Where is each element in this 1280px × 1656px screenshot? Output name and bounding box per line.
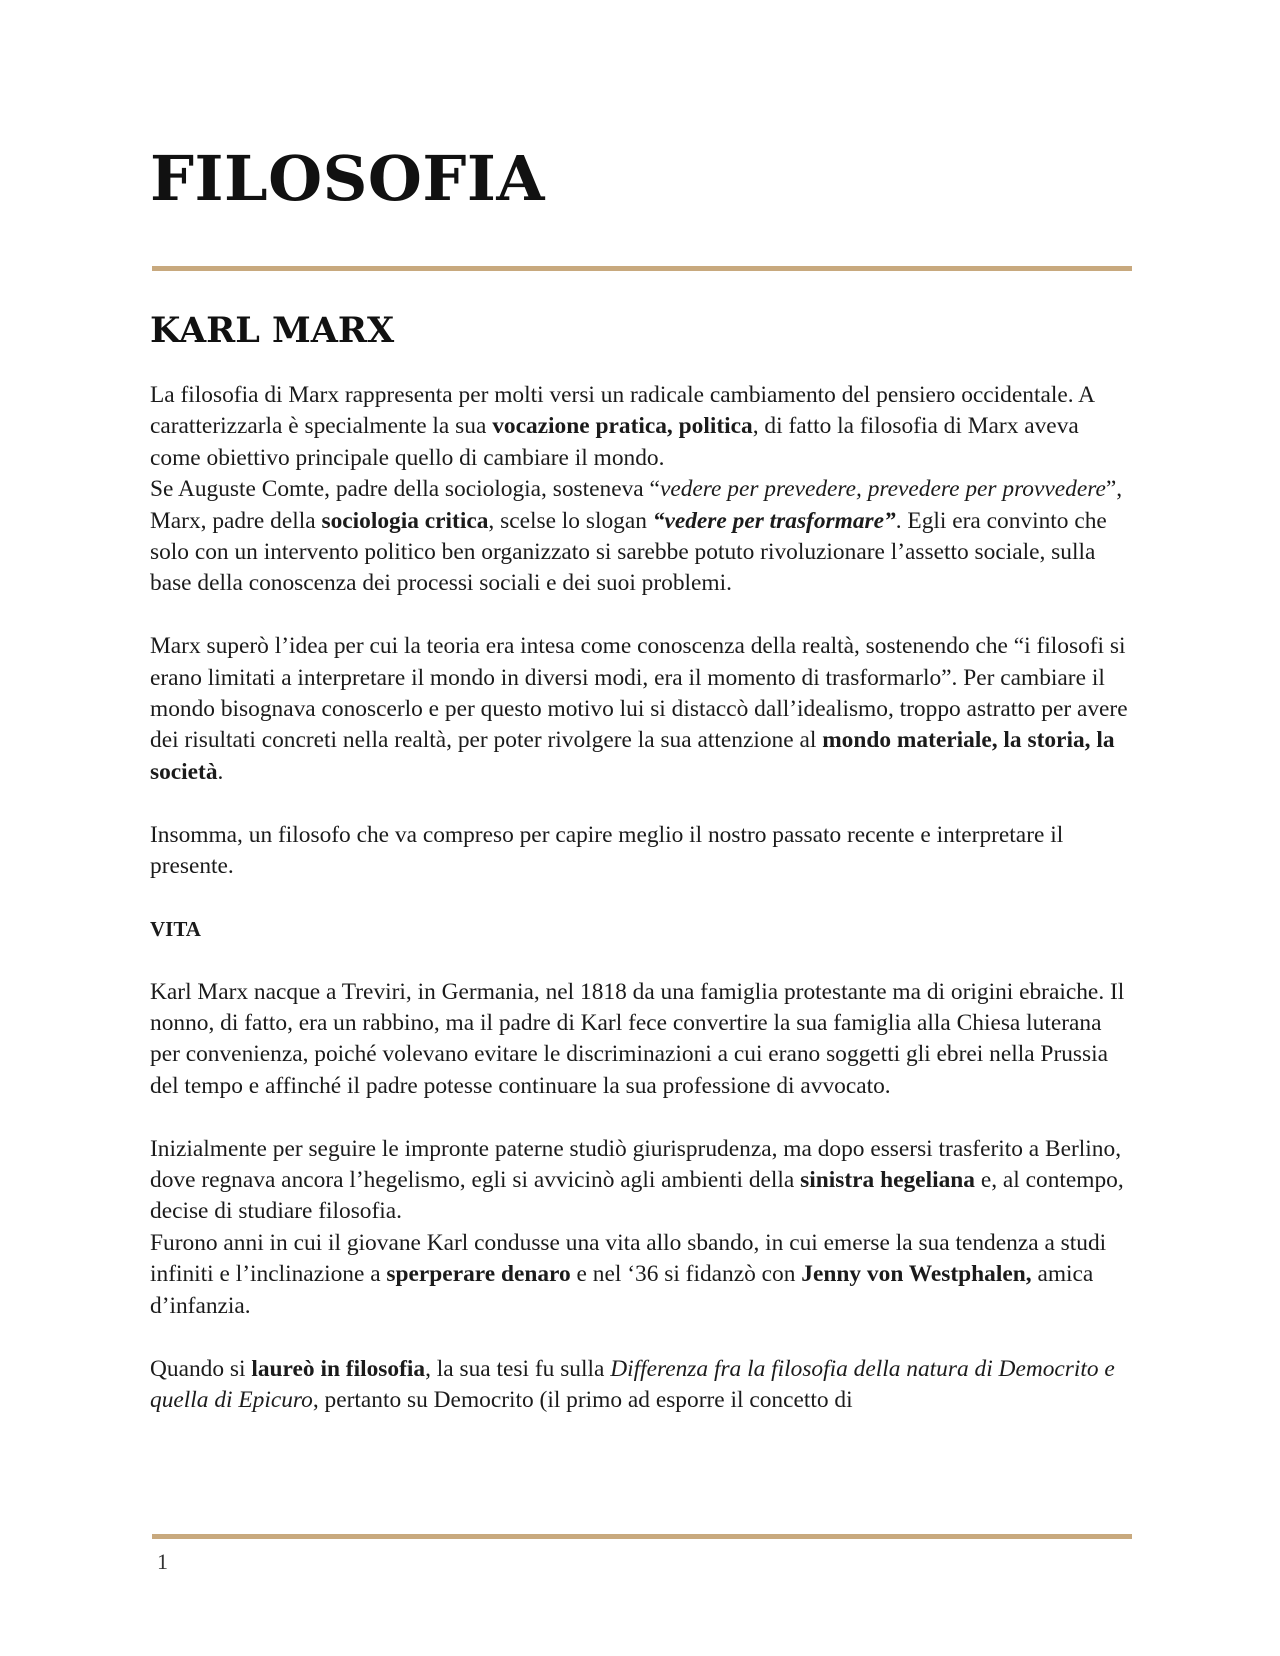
- bold-phrase: sinistra hegeliana: [800, 1167, 975, 1194]
- paragraph-thesis: [150, 1354, 1130, 1417]
- text-run: e nel ‘36 si fidanzò con: [570, 1261, 802, 1288]
- bold-italic-slogan: “vedere per trasformare”: [652, 507, 896, 534]
- paragraph-intro: [150, 380, 1130, 600]
- text-run: .: [217, 758, 224, 785]
- document-body: [150, 380, 1130, 1448]
- paragraph-theory: [150, 631, 1130, 788]
- text-run: Insomma, un filosofo che va compreso per capire meglio il nostro passato recente e interpretare il presente.: [150, 821, 1064, 880]
- bold-phrase: sperperare denaro: [386, 1261, 571, 1288]
- text-run: Inizialmente per seguire le impronte paterne studiò giurisprudenza, ma dopo essersi trasferito a Berlino, dove regnava ancora l’hegelismo, egli si avvicinò agli ambienti della: [150, 1135, 1122, 1194]
- page-number: 1: [157, 1549, 168, 1574]
- document-page: [150, 0, 1130, 1656]
- text-run: La filosofia di Marx rappresenta per molti versi un radicale cambiamento del pensiero occidentale. A caratterizzarla è specialmente la sua: [150, 382, 1094, 440]
- italic-title: Differenza fra la filosofia della natura di Democrito e quella di Epicuro: [150, 1355, 1115, 1413]
- text-run: . Egli era convinto che solo con un intervento politico ben organizzato si sarebbe potuto rivoluzionare l’assetto sociale, sulla base della conoscenza dei processi sociali e dei suoi problemi.: [150, 507, 1107, 597]
- text-run: e, al contempo, decise di studiare filosofia.: [150, 1167, 1124, 1225]
- bold-name: Jenny von Westphalen,: [801, 1261, 1032, 1288]
- italic-quote: vedere per prevedere, prevedere per provvedere: [659, 476, 1106, 503]
- top-divider: [152, 266, 1132, 271]
- bold-phrase: sociologia critica: [321, 507, 489, 534]
- bold-phrase: mondo materiale, la storia, la società: [150, 727, 1115, 785]
- paragraph-birth: [150, 977, 1130, 1103]
- bold-phrase: vocazione pratica, politica: [492, 413, 753, 440]
- text-run: , di fatto la filosofia di Marx aveva come obiettivo principale quello di cambiare il mondo.: [150, 413, 1079, 471]
- section-title: KARL MARX: [150, 310, 395, 351]
- text-run: Quando si: [150, 1355, 252, 1382]
- text-run: Karl Marx nacque a Treviri, in Germania, nel 1818 da una famiglia protestante ma di origini ebraiche. Il nonno, di fatto, era un rabbino, ma il padre di Karl fece convertire la sua famiglia alla Chiesa luterana per convenienza, poiché volevano evitare le discriminazioni a cui erano soggetti gli ebrei nella Prussia del tempo e affinché il padre potesse continuare la sua professione di avvocato.: [150, 978, 1125, 1099]
- text-run: Se Auguste Comte, padre della sociologia, sosteneva “: [150, 476, 660, 503]
- paragraph-studies: [150, 1134, 1130, 1322]
- text-run: ”, Marx, padre della: [150, 476, 1123, 534]
- subheading-vita: VITA: [150, 916, 201, 941]
- text-run: Furono anni in cui il giovane Karl condusse una vita allo sbando, in cui emerse la sua tendenza a studi infiniti e l’inclinazione a: [150, 1229, 1107, 1288]
- text-run: amica d’infanzia.: [150, 1261, 1094, 1319]
- bottom-divider: [152, 1534, 1132, 1539]
- text-run: , la sua tesi fu sulla: [425, 1355, 611, 1382]
- document-title: FILOSOFIA: [150, 142, 546, 215]
- text-run: , scelse lo slogan: [488, 507, 653, 534]
- bold-phrase: laureò in filosofia: [251, 1355, 426, 1382]
- text-run: Marx superò l’idea per cui la teoria era intesa come conoscenza della realtà, sostenendo che “i filosofi si erano limitati a interpretare il mondo in diversi modi, era il momento di trasformarlo”. Per cambiare il mondo bisognava conoscerlo e per questo motivo lui si distaccò dall’idealismo, troppo astratto per avere dei risultati concreti nella realtà, per poter rivolgere la sua attenzione al: [150, 633, 1128, 754]
- paragraph-summary: [150, 820, 1130, 883]
- text-run: , pertanto su Democrito (il primo ad esporre il concetto di: [312, 1386, 853, 1413]
